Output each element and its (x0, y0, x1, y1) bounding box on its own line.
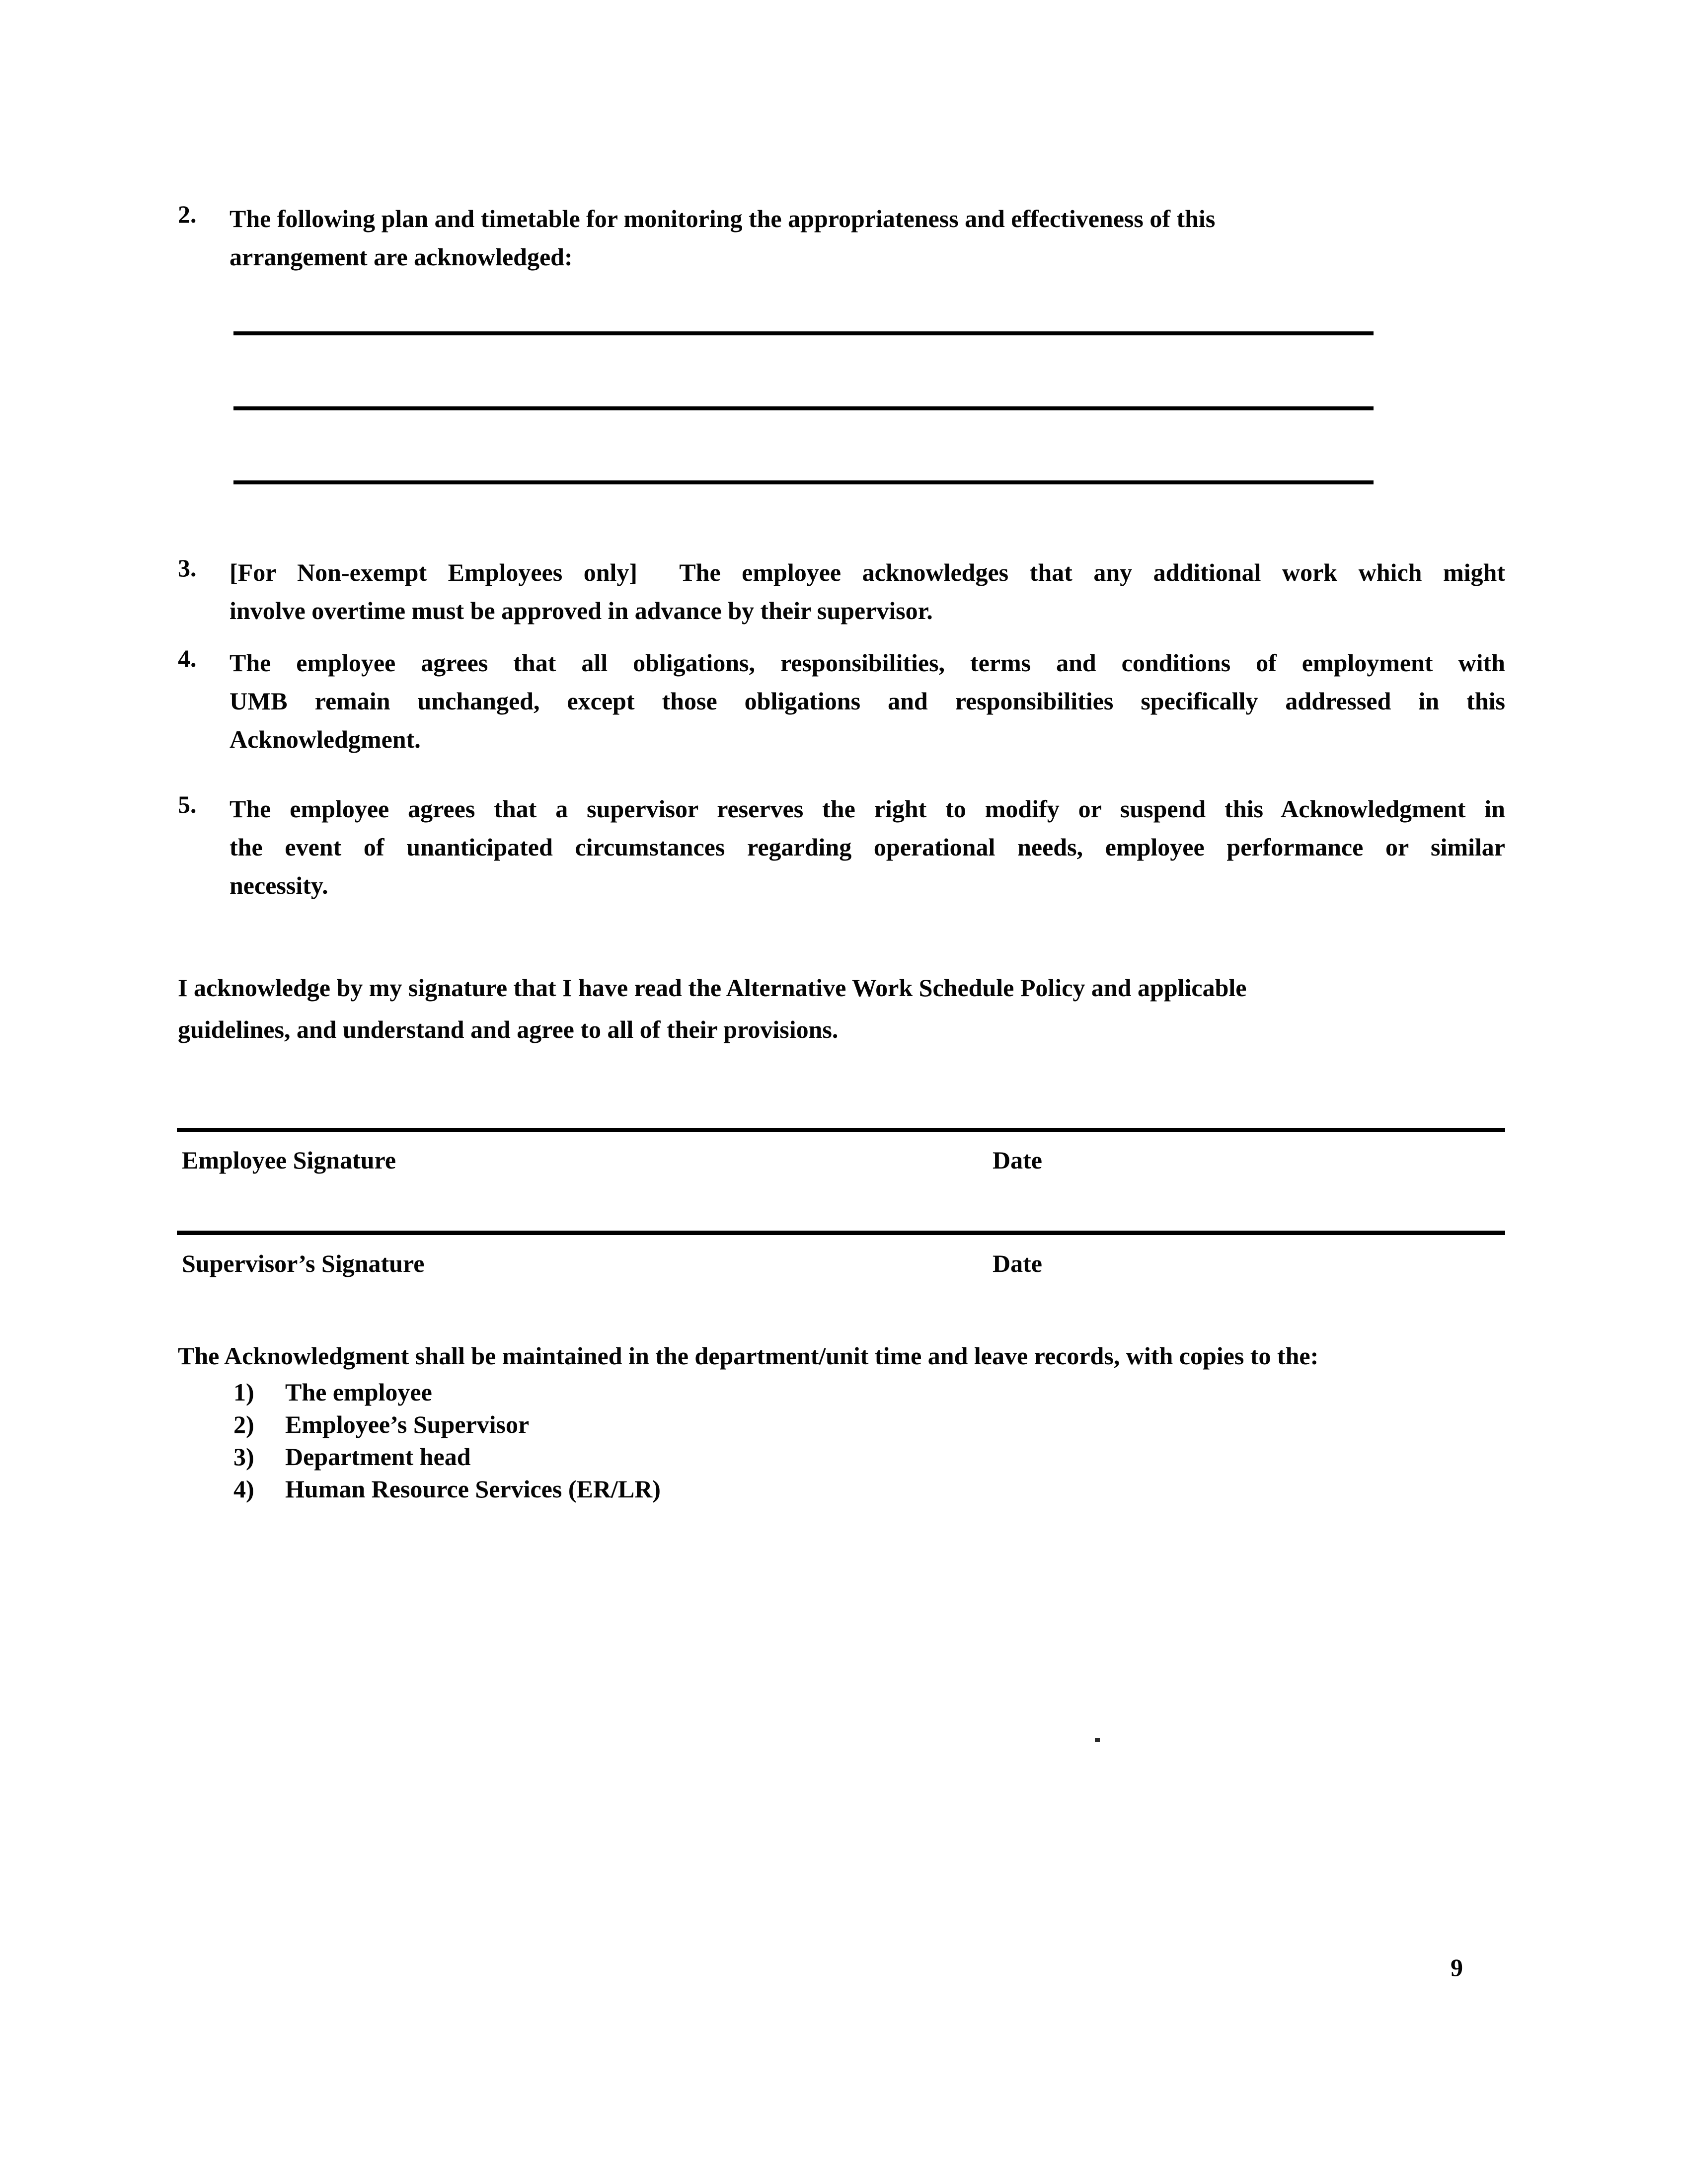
distribution-item (233, 1376, 1561, 1408)
item-number: 3. (178, 554, 197, 582)
fill-in-line (233, 480, 1374, 484)
date-label: Date (993, 1249, 1042, 1277)
item-number: 5. (178, 790, 197, 818)
distribution-item (233, 1473, 1561, 1505)
item-text-line: The following plan and timetable for monitoring the appropriateness and effectiveness of this (230, 205, 1216, 233)
paragraph-line: I acknowledge by my signature that I have read the Alternative Work Schedule Policy and applicable (178, 974, 1247, 1002)
distribution-item-text: Employee’s Supervisor (285, 1410, 530, 1438)
date-label: Date (993, 1146, 1042, 1174)
item-text (230, 553, 1505, 630)
distribution-item (233, 1441, 1561, 1473)
item-text-line: Acknowledgment. (230, 725, 421, 753)
numbered-item-3 (178, 553, 1505, 630)
scan-artifact-dot (1095, 1738, 1100, 1742)
distribution-item-number: 3) (233, 1443, 254, 1471)
supervisor-signature-label: Supervisor’s Signature (182, 1249, 425, 1277)
item-number: 4. (178, 644, 197, 672)
distribution-item-text: Human Resource Services (ER/LR) (285, 1475, 661, 1503)
distribution-item-number: 1) (233, 1378, 254, 1406)
item-text-line: the event of unanticipated circumstances regarding operational needs, employee performance or similar (230, 833, 1505, 861)
distribution-item-number: 2) (233, 1410, 254, 1438)
item-text (230, 644, 1505, 759)
employee-signature-labels (177, 1143, 1505, 1177)
distribution-item (233, 1408, 1561, 1441)
acknowledgment-paragraph (178, 967, 1505, 1050)
paragraph-line: The Acknowledgment shall be maintained in the department/unit time and leave records, with copies to the: (178, 1342, 1319, 1370)
item-text-line: involve overtime must be approved in advance by their supervisor. (230, 597, 933, 624)
distribution-item-text: Department head (285, 1443, 471, 1471)
item-text-line: UMB remain unchanged, except those obligations and responsibilities specifically addressed in this (230, 687, 1505, 715)
employee-signature-line (177, 1128, 1505, 1132)
item-text-line: The employee agrees that a supervisor reserves the right to modify or suspend this Acknowledgment in (230, 795, 1505, 823)
item-number: 2. (178, 200, 197, 228)
employee-signature-label: Employee Signature (182, 1146, 396, 1174)
item-text-line: [For Non-exempt Employees only] The employee acknowledges that any additional work which might (230, 558, 1505, 586)
item-text-line: necessity. (230, 871, 328, 899)
fill-in-line (233, 331, 1374, 335)
supervisor-signature-line (177, 1231, 1505, 1235)
distribution-list (178, 1376, 1561, 1505)
page-number: 9 (1451, 1953, 1463, 1981)
numbered-item-2 (178, 200, 1505, 276)
item-text (230, 200, 1505, 276)
distribution-intro (178, 1337, 1569, 1375)
supervisor-signature-labels (177, 1246, 1505, 1281)
item-text (230, 790, 1505, 905)
item-text-line: The employee agrees that all obligations, responsibilities, terms and conditions of employment with (230, 649, 1505, 677)
item-text-line: arrangement are acknowledged: (230, 243, 573, 271)
numbered-item-5 (178, 790, 1505, 905)
paragraph-line: guidelines, and understand and agree to all of their provisions. (178, 1015, 839, 1043)
distribution-item-number: 4) (233, 1475, 254, 1503)
distribution-item-text: The employee (285, 1378, 432, 1406)
fill-in-line (233, 406, 1374, 410)
numbered-item-4 (178, 644, 1505, 759)
